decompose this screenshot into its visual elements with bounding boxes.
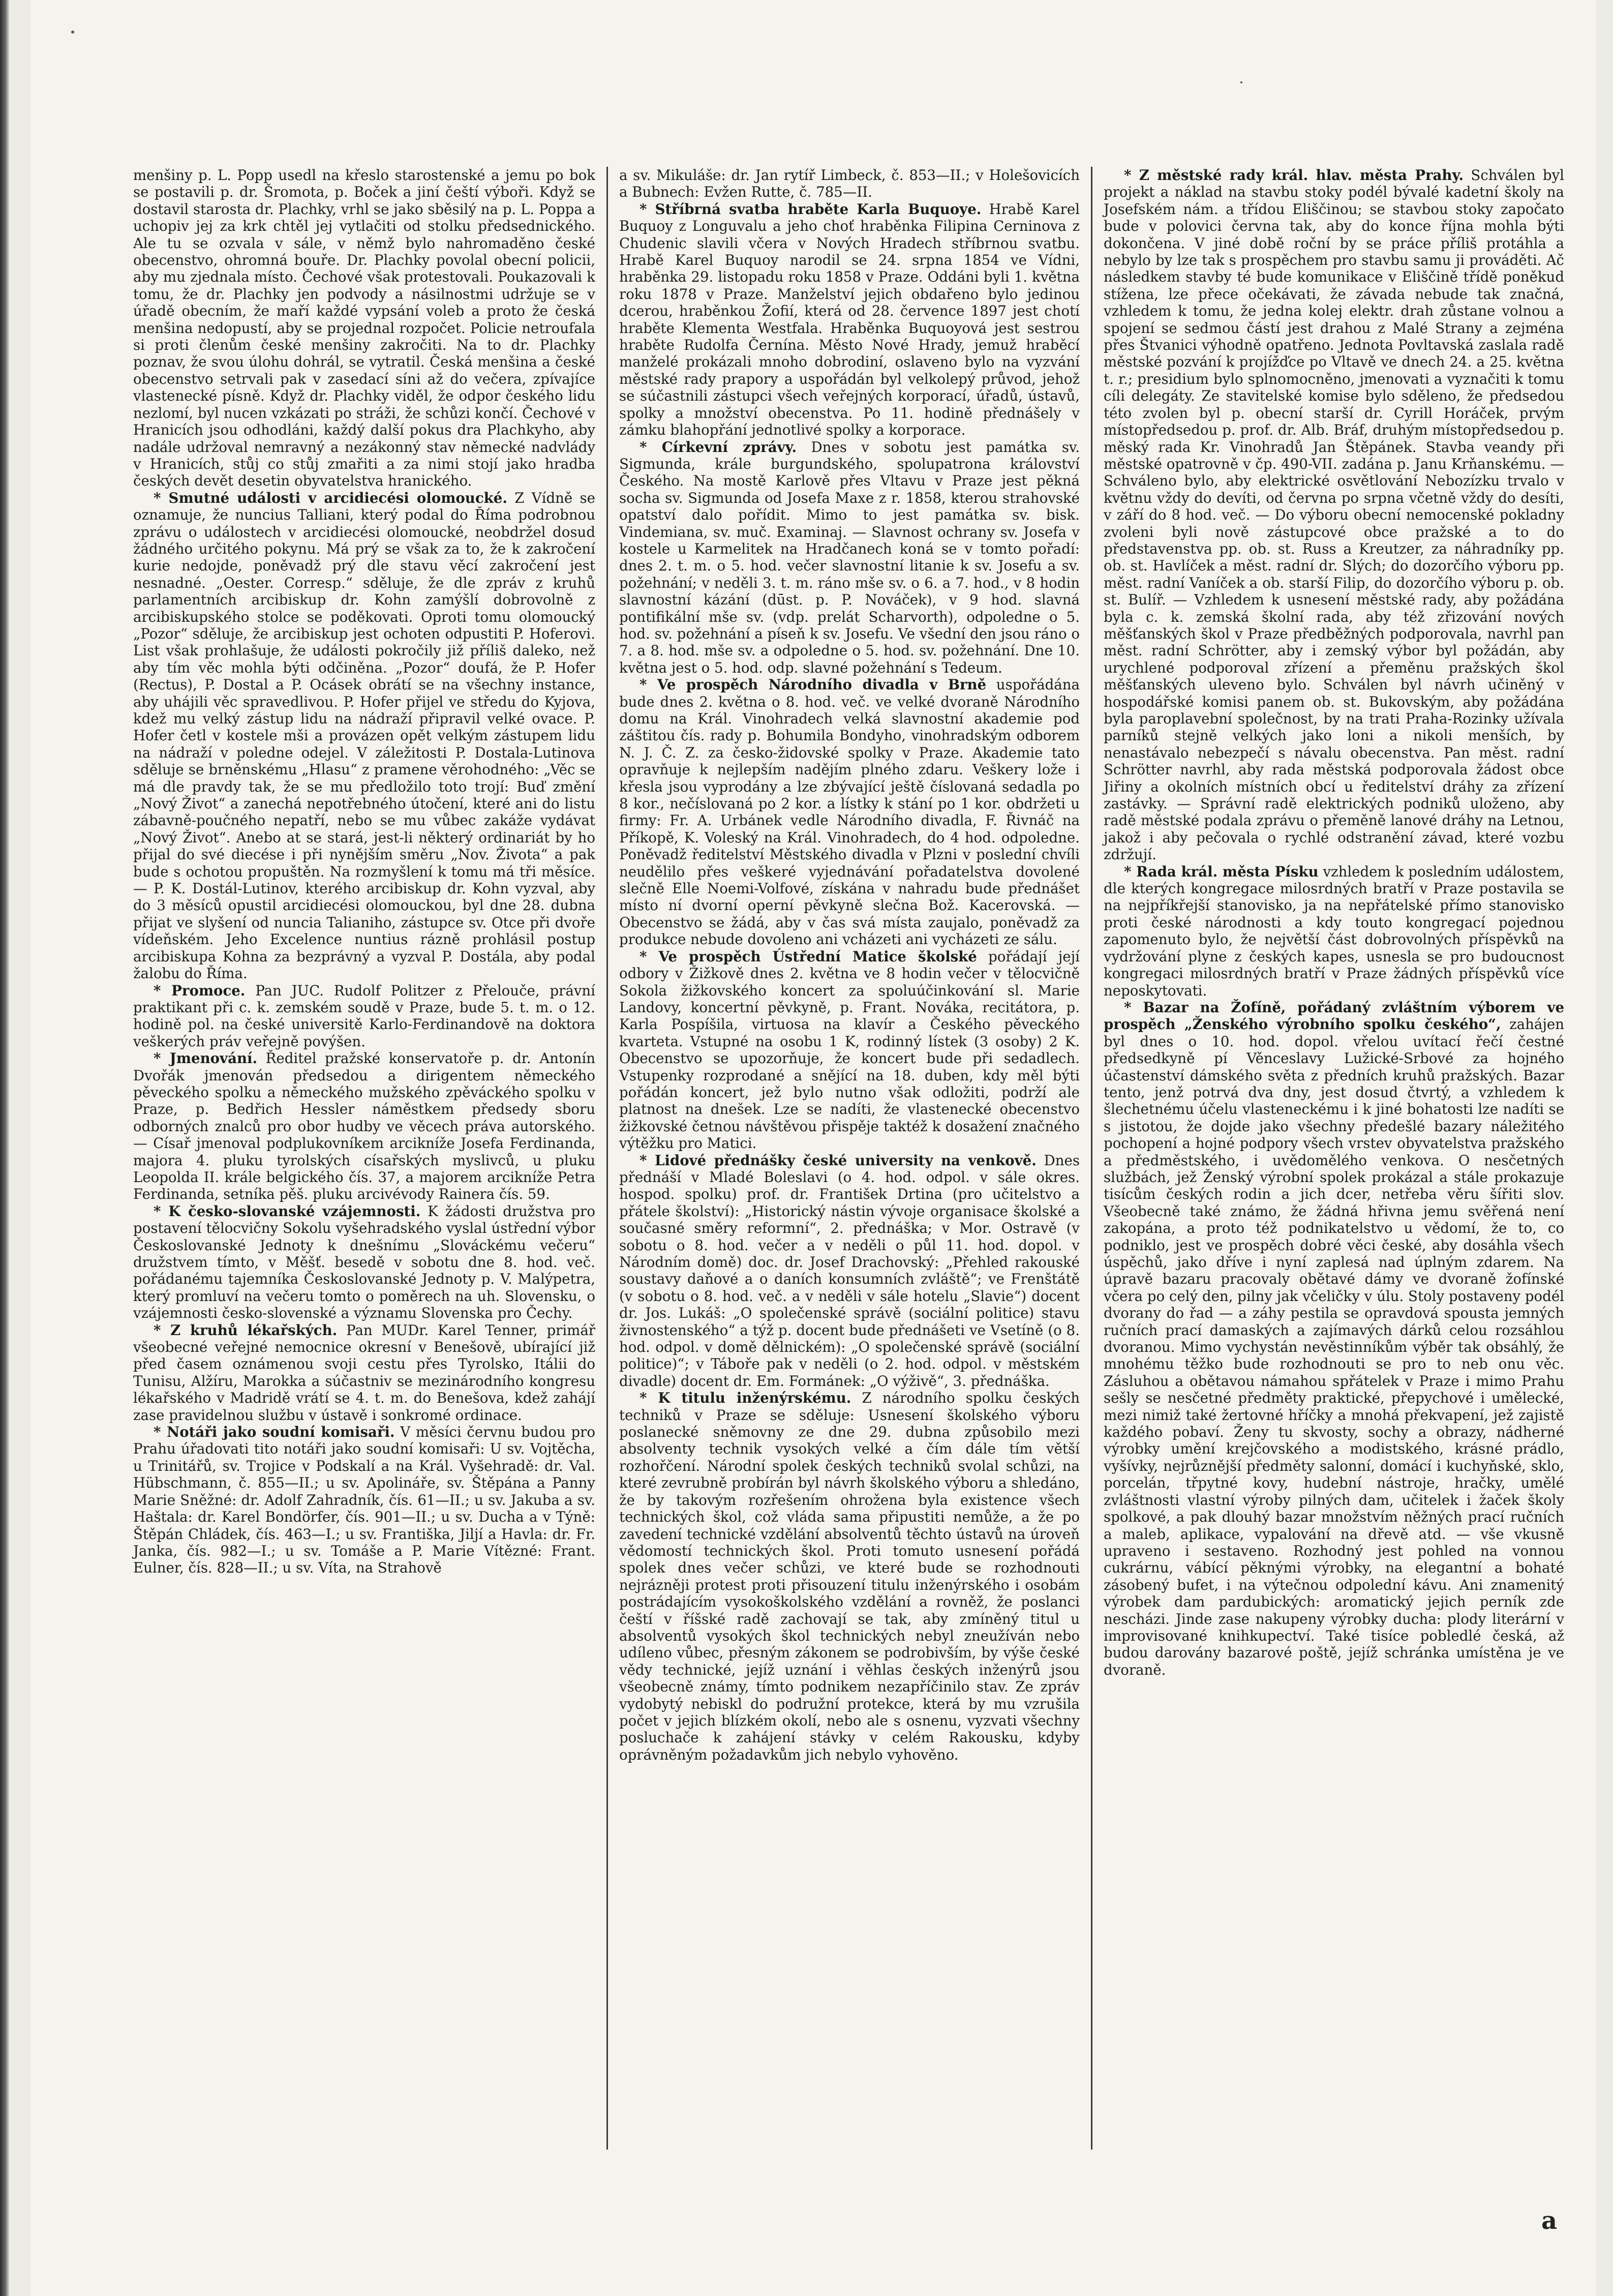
article-text: Hrabě Karel Buquoy z Longuvalu a jeho choť hraběnka Filipina Cerninova z Chudenic slavili včera v Nových Hradech stříbrnou svatbu. Hrabě Karel Buquoy narodil se 24. srpna 1854 ve Vídni, hraběnka 29. listopadu roku 1858 v Praze. Oddáni byli 1. května roku 1878 v Praze. Manželství jejich obdařeno bylo jedinou dcerou, hraběnkou Žofií, která od 28. července 1897 jest chotí hraběte Klementa Westfala. Hraběnka Buquoyová jest sestrou hraběte Rudolfa Černína. Město Nové Hrady, jemuž hraběcí manželé prokázali mnoho dobrodiní, oslaveno bylo na vyzvání městské rady prapory a uspořádán byl velkolepý průvod, jehož se súčastnili zástupci všech veřejných korporací, úřadů, ústavů, spolky a množství obecenstva. Po 11. hodině přednášely v zámku blahopřání jednotlivé spolky a korporace. xyxy=(619,200,1080,439)
article-text: K žádosti družstva pro postavení tělocvičny Sokolu vyšehradského vyslal ústřední výbor Českoslovanské Jednoty k dnešnímu „Slováckému večeru“ družstvem tímto, v Měšť. besedě v sobotu dne 8. hod. več. pořádanému tajemníka Českoslovanské Jednoty p. V. Malýpetra, který promluví na večeru tomto o poměrech na uh. Slovensku, o vzájemnosti česko-slovenské a významu Slovenska pro Čechy. xyxy=(133,1202,595,1322)
column-2 xyxy=(606,167,1091,2150)
article-paragraph xyxy=(133,982,595,1050)
article-paragraph xyxy=(133,1050,595,1203)
article-text: Ředitel pražské konservatoře p. dr. Antonín Dvořák jmenován předsedou a dirigentem německého pěveckého spolku a německého mužského zpěváckého spolku v Praze, p. Bedřich Hessler náměstkem předsedy sboru odborných znalců pro obor hudby ve věcech práva autorského. — Císař jmenoval podplukovníkem arcikníže Josefa Ferdinanda, majora 4. pluku tyrolských císařských myslivců, u pluku Leopolda II. krále belgického čís. 37, a majorem arcikníže Petra Ferdinanda, setníka pěš. pluku arcivévody Rainera čís. 59. xyxy=(133,1050,595,1203)
article-headline: * Ve prospěch Ústřední Matice školské xyxy=(640,948,977,965)
article-text: menšiny p. L. Popp usedl na křeslo starostenské a jemu po bok se postavili p. dr. Šromota, p. Boček a jiní čeští výboři. Když se dostavil starosta dr. Plachky, vrhl se jako sběsilý na p. L. Poppa a uchopiv jej za krk chtěl jej vytlačiti od stolku předsednického. Ale tu se ozvala v sále, v němž bylo nahromaděno české obecenstvo, ohromná bouře. Dr. Plachky povolal obecní policii, aby mu zjednala místo. Čechové však protestovali. Poukazovali k tomu, že dr. Plachky jen podvody a násilnostmi udržuje se v úřadě obecním, že maří každé vypsání voleb a proto že česká menšina nedopustí, aby se projednal rozpočet. Policie netroufala si proti členům české menšiny zakročiti. Na to dr. Plachky poznav, že svou úlohu dohrál, se vytratil. Česká menšina a české obecenstvo setrvali pak v zasedací síni až do večera, zpívajíce vlastenecké písně. Když dr. Plachky viděl, že odpor českého lidu nezlomí, byl nucen vzkázati po stráži, že schůzi končí. Čechové v Hranicích jsou odhodláni, každý další pokus dra Plachkyho, aby nadále udržoval nemravný a nezákonný stav německé nadvlády v Hranicích, stůj co stůj zmařiti a za nimi stojí jako hradba českých devět desetin obyvatelstva hranického. xyxy=(133,167,595,490)
article-text: pořádají její odbory v Žižkově dnes 2. května ve 8 hodin večer v tělocvičně Sokola žižkovského koncert za spoluúčinkování sl. Marie Landovy, koncertní pěvkyně, p. Frant. Nováka, recitátora, p. Karla Pospíšila, virtuosa na klavír a Českého pěveckého kvarteta. Vstupné na osobu 1 K, rodinný lístek (3 osoby) 2 K. Obecenstvo se upozorňuje, že koncert bude při sedadlech. Vstupenky rozprodané a snějící na 18. duben, kdy měl býti pořádán koncert, jež bylo nutno však odložiti, podrží ale platnost na dnešek. Lze se nadíti, že vlastenecké obecenstvo žižkovské četnou návštěvou přispěje taktéž k dosažení značného výtěžku pro Matici. xyxy=(619,948,1080,1152)
article-text: Z Vídně se oznamuje, že nuncius Talliani, který podal do Říma podrobnou zprávu o událostech v arcidiecési olomoucké, neobdržel dosud žádného určitého pokynu. Má prý se však za to, že k zakročení kurie nedojde, poněvadž prý dle stavu věcí zakročení jest nesnadné. „Oester. Corresp.“ sděluje, že dle zpráv z kruhů parlamentních arcibiskup dr. Kohn zamýšlí dobrovolně z arcibiskupského stolce se poděkovati. Oproti tomu olomoucký „Pozor“ sděluje, že arcibiskup jest ochoten odpustiti P. Hoferovi. List však prohlašuje, že události pokročily již příliš daleko, než aby tím věc mohla býti odčiněna. „Pozor“ doufá, že P. Hofer (Rectus), P. Dostal a P. Ocásek obrátí se na všechny instance, aby uhájili věc spravedlivou. P. Hofer přijel ve středu do Kyjova, kdež mu velký zástup lidu na nádraží připravil velké ovace. P. Hofer četl v kostele mši a provázen opět velkým zástupem lidu na nádraží v poledne odejel. V záležitosti P. Dostala-Lutinova sděluje se brněnskému „Hlasu“ z pramene věrohodného: „Věc se má dle pravdy tak, že se mu předložilo toto trojí: Buď změní „Nový Život“ a zanechá nepotřebného útočení, které ani do listu zábavně-poučného nepatří, nebo se mu vůbec zakáže vydávat „Nový Život“. Anebo at se stará, jest-li některý ordinariát by ho přijal do své diecése i při nynějším směru „Nov. Života“ a pak bude s ochotou propuštěn. Na rozmyšlení k tomu má tři měsíce. — P. K. Dostál-Lutinov, kterého arcibiskup dr. Kohn vyzval, aby do 3 měsíců opustil arcidiecési olomouckou, byl dne 28. dubna přijat ve slyšení od nuncia Talianiho, zástupce sv. Otce při dvoře vídeňském. Jeho Excelence nuntius rázně prohlásil postup arcibiskupa Kohna za bezprávný a vyzval P. Dostála, aby podal žalobu do Říma. xyxy=(133,489,595,982)
article-headline: * Stříbrná svatba hraběte Karla Buquoye. xyxy=(640,200,982,218)
article-text: Dnes přednáší v Mladé Boleslavi (o 4. hod. odpol. v sále okres. hospod. spolku) prof. dr. František Drtina (pro učitelstvo a přátele školství): „Historický nástin vývoje organisace školské a současné směry reformní“, 2. přednáška; v Mor. Ostravě (v sobotu o 8. hod. večer a v neděli o půl 11. hod. dopol. v Národním domě) doc. dr. Josef Drachovský: „Přehled rakouské soustavy daňové a o daních konsumních zvláště“; ve Frenštátě (v sobotu o 8. hod. več. a v neděli v sále hotelu „Slavie“) docent dr. Jos. Lukáš: „O společenské správě (sociální politice) stavu živnostenského“ a týž p. docent bude přednášeti ve Vsetíně (o 8. hod. odpol. v domě dělnickém): „O společenské správě (sociální politice)“; v Táboře pak v neděli (o 2. hod. odpol. v městském divadle) docent dr. Em. Formánek: „O výživě“, 3. přednáška. xyxy=(619,1152,1080,1389)
article-paragraph xyxy=(619,167,1080,201)
article-headline: * Promoce. xyxy=(154,982,246,999)
article-columns xyxy=(122,167,1576,2150)
article-headline: * K česko-slovanské vzájemnosti. xyxy=(154,1202,421,1220)
article-text: a sv. Mikuláše: dr. Jan rytíř Limbeck, č. 853—II.; v Holešovicích a Bubnech: Evžen Rutte, č. 785—II. xyxy=(619,167,1080,201)
article-paragraph xyxy=(1104,863,1564,999)
article-text: Dnes v sobotu jest památka sv. Sigmunda, krále burgundského, spolupatrona království Českého. Na mostě Karlově přes Vltavu v Praze jest pěkná socha sv. Sigmunda od Josefa Maxe z r. 1858, kterou strahovské opatství dalo pořídit. Mimo to jest památka sv. bisk. Vindemiana, sv. muč. Examinaj. — Slavnost ochrany sv. Josefa v kostele u Karmelitek na Hradčanech koná se v tomto pořadí: dnes 2. t. m. o 5. hod. večer slavnostní litanie k sv. Josefu a sv. požehnání; v neděli 3. t. m. ráno mše sv. o 6. a 7. hod., v 8 hodin slavnostní kázání (dūst. p. P. Nováček), v 9 hod. slavná pontifikální mše sv. (vdp. prelát Scharvorth), odpoledne o 5. hod. sv. požehnání a píseň k sv. Josefu. Ve všední den jsou ráno o 7. a 8. hod. mše sv. a odpoledne o 5. hod. sv. požehnání. Dne 10. května jest o 5. hod. odp. slavné požehnání s Tedeum. xyxy=(619,438,1080,676)
page-mark: a xyxy=(1541,2207,1558,2235)
article-text: V měsíci červnu budou pro Prahu úřadovati tito notáři jako soudní komisaři: U sv. Vojtěcha, u Trinitářů, sv. Trojice v Podskalí a na Král. Vyšehradě: dr. Val. Hübschmann, č. 855—II.; u sv. Apolináře, sv. Štěpána a Panny Marie Sněžné: dr. Adolf Zahradník, čís. 61—II.; u sv. Jakuba a sv. Haštala: dr. Karel Bondörfer, čís. 901—II.; u sv. Ducha a v Týně: Štěpán Chládek, čís. 463—I.; u sv. Františka, Jiljí a Havla: dr. Fr. Janka, čís. 982—I.; u sv. Tomáše a P. Marie Vítězné: Frant. Eulner, čís. 828—II.; u sv. Víta, na Strahově xyxy=(133,1424,595,1577)
article-text: zahájen byl dnes o 10. hod. dopol. vřelou uvítací řečí čestné předsedkyně pí Věnceslavy Lužické-Srbové za hojného účastenství dámského světa z předních kruhů pražských. Bazar tento, jenž potrvá dva dny, jest dosud čtvrtý, a vzhledem k šlechetnému účelu vlasteneckému i k jiné bohatosti lze nadíti se s jistotou, že dojde jako všechny předešlé bazary náležitého pochopení a hojné podpory všech vrstev obyvatelstva pražského a předměstského, i uvědomělého venkova. O nesčetných službách, jež Ženský výrobní spolek prokázal a stále prokazuje tisícům českých rodin a jich dcer, netřeba věru šířiti slov. Všeobecně také známo, že žádná hřivna jemu svěřená není zakopána, a proto též podnikatelstvo u vědomí, že to, co podniklo, jest ve prospěch dobré věci české, aby dosáhla všech úspěchů, jako dříve i nyní zaplesá nad úplným zdarem. Na úpravě bazaru pracovaly obětavé dámy ve dvoraně žofínské včera po celý den, pilny jak včeličky v úlu. Stoly postaveny podél dvorany do řad — a záhy pestila se opravdová spousta jemných ručních prací damaských a zajímavých dárků celou rozsáhlou dvoranou. Mimo vychystán nevěstinníkům výběr tak obsáhlý, že mnohému těžko bude rozhodnouti se pro to neb onu věc. Zásluhou a obětavou námahou spřátelek v Praze i mimo Prahu sešly se nesčetné předměty praktické, přepychové i umělecké, mezi nimiž také žertovné hříčky a mnohá překvapení, jež zajistě každého pobaví. Ženy tu skvosty, sochy a obrazy, nádherné výrobky umění krejčovského a modistského, krásné prádlo, vyšívky, nejrůznější předměty salonní, domácí i kuchyňské, sklo, porcelán, třpytné kovy, hudební nástroje, hračky, umělé zvláštnosti vlastní výroby pilných dam, učitelek i žaček školy spolkové, a pak dlouhý bazar množstvím něžných prací ručních a maleb, aplikace, vypalování na dřevě atd. — vše vkusně upraveno i sestaveno. Rozhodný jest pohled na vonnou cukrárnu, vábící pěknými výrobky, na elegantní a bohaté zásobený bufet, i na výtečnou odpolední kávu. Ani znamenitý výrobek dam pardubických: aromatický jejich perník zde nescházi. Jinde zase nakupeny výrobky ducha: plody literární v improvisované knihkupectví. Také tisíce pobledlé česká, až budou darovány bazarové poště, jejíž schránka umístěna je ve dvoraně. xyxy=(1104,1016,1564,1678)
article-headline: * Církevní zprávy. xyxy=(640,438,797,456)
column-1 xyxy=(122,167,606,2150)
scan-speck xyxy=(71,31,74,34)
article-text: uspořádána bude dnes 2. května o 8. hod. več. ve velké dvoraně Národního domu na Král. Vinohradech velká slavnostní akademie pod záštitou čís. rady p. Bohumila Bondyho, vinohradským odborem N. J. Č. Z. za česko-židovské spolky v Praze. Akademie tato opravňuje k nejlepším nadějím plného zdaru. Veškery lože i křesla jsou vyprodány a lze zbývající ještě číslovaná sedadla po 8 kor., nečíslovaná po 2 kor. a lístky k stání po 1 kor. obdržeti u firmy: Fr. A. Urbánek vedle Národního divadla, F. Řivnáč na Příkopě, K. Voleský na Král. Vinohradech, do 4 hod. odpoledne. Poněvadž ředitelství Městského divadla v Plzni v poslední chvíli neudělilo přes veškeré vyjednávání pořadatelstva dovolené slečně Elle Noemi-Volfové, získána v nahradu bude přednášet místo ní dvorní operní pěvkyně slečna Bož. Kacerovská. — Obecenstvo se žádá, aby v čas svá místa zaujalo, poněvadž za produkce nebude dovoleno ani vcházeti ani vycházeti ze sálu. xyxy=(619,676,1080,948)
article-headline: * Lidové přednášky české university na venkově. xyxy=(640,1152,1037,1169)
article-text: Z národního spolku českých techniků v Praze se sděluje: Usnesení školského výboru poslanecké sněmovny ze dne 29. dubna způsobilo mezi absolventy technik vysokých velké a čím dále tím větší rozhořčení. Národní spolek českých techniků svolal schůzi, na které zevrubně probírán byl návrh školského výboru a shledáno, že by takovým rozřešením ohrožena byla existence všech technických škol, což vláda sama připustiti nemůže, a že po zavedení technické vzdělání absolventů těchto ústavů na úroveň vědomostí technických škol. Proti tomuto usnesení pořádá spolek dnes večer schůzi, ve které bude se rozhodnouti nejrázněji protest proti přisouzení titulu inženýrského i osobám postrádajícím vysokoškolského vzdělání a rovněž, že poslanci čeští v říšské radě zachovají se tak, aby zmíněný titul u absolventů vysokých škol technických nebyl zneužíván nebo udíleno vůbec, přesným zákonem se podrobivším, by výše české vědy technické, jejíž uznání i věhlas českých inženýrů jsou všeobecně známy, tímto podnikem nezapříčinilo stav. Ze zpráv vydobytý nebiskl do podružní protekce, která by mu vzrušila počet v jejich blízkém okolí, nebo ale s osnenu, vyzvati všechny posluchače k zahájení stávky v celém Rakousku, kdyby oprávněným požadavkům jich nebylo vyhověno. xyxy=(619,1389,1080,1763)
article-paragraph xyxy=(133,1424,595,1577)
article-headline: * Jmenování. xyxy=(154,1050,258,1067)
article-paragraph xyxy=(1104,167,1564,863)
article-headline: * Z městské rady král. hlav. města Prahy. xyxy=(1124,167,1464,184)
article-text: Pan MUDr. Karel Tenner, primář všeobecné veřejné nemocnice okresní v Benešově, ubírající již před časem oznámenou svoji cestu přes Tyrolsko, Itálii do Tunisu, Alžíru, Marokka a súčastniv se mezinárodního kongresu lékařského v Madridě vrátí se 4. t. m. do Benešova, kdež zahájí zase pravidelnou službu v ústavě i sonkromé ordinace. xyxy=(133,1321,595,1424)
article-paragraph xyxy=(619,676,1080,948)
article-headline: * Rada král. města Písku xyxy=(1124,863,1319,880)
article-headline: * Bazar na Žofíně, pořádaný zvláštním výborem ve prospěch „Ženského výrobního spolku českého“, xyxy=(1104,999,1564,1033)
article-headline: * Smutné události v arcidiecési olomoucké. xyxy=(154,489,507,506)
article-paragraph xyxy=(1104,999,1564,1678)
article-headline: * K titulu inženýrskému. xyxy=(640,1389,851,1407)
scan-edge xyxy=(0,0,9,2296)
article-paragraph xyxy=(619,439,1080,677)
scan-speck xyxy=(1240,81,1242,83)
column-3 xyxy=(1091,167,1575,2150)
article-paragraph xyxy=(619,1389,1080,1763)
article-headline: * Notáři jako soudní komisaři. xyxy=(154,1424,395,1441)
article-paragraph xyxy=(133,1322,595,1424)
article-paragraph xyxy=(619,1152,1080,1390)
article-paragraph xyxy=(619,201,1080,439)
article-paragraph xyxy=(133,490,595,982)
article-paragraph xyxy=(133,1203,595,1322)
article-text: Schválen byl projekt a náklad na stavbu stoky podél bývalé kadetní školy na Josefském nám. a třídou Eliščinou; se stavbou stoky započato bude v polovici června tak, aby do konce října mohla býti dokončena. V jiné době roční by se práce příliš protáhla a nebylo by lze tak s prospěchem pro stavbu samu ji prováděti. Ač následkem stavby té bude komunikace v Eliščině třídě poněkud stížena, lze přece očekávati, že závada nebude tak značná, vzhledem k tomu, že jedna kolej elektr. drah zůstane volnou a spojení se sedmou částí jest drahou z Malé Strany a zejména přes Štvanici výhodně opatřeno. Jednota Povltavská zaslala radě městské pozvání k projížďce po Vltavě ve dnech 24. a 25. května t. r.; presidium bylo splnomocněno, jmenovati a vyznačiti k tomu cíli delegáty. Ze stavitelské komise bylo sděleno, že předsedou této zvolen byl p. obecní starší dr. Cyrill Horáček, prvým místopředsedou p. prof. dr. Alb. Bráf, druhým místopředsedou p. měský rada Kr. Vinohradů Jan Štěpánek. Stavba veandy při městské opatrovně v čp. 490-VII. zadána p. Janu Krňanskému. — Schváleno bylo, aby elektrické osvětlování Nebozízku trvalo v květnu vždy do devíti, od června po srpna včetně vždy do desíti, v září do 8 hod. več. — Do výboru obecní nemocenské pokladny zvoleni byli nově zástupcové obce pražské a to do představenstva pp. ob. st. Russ a Kreutzer, za náhradníky pp. ob. st. Havlíček a měst. radní dr. Slých; do dozorčího výboru pp. měst. radní Vaníček a ob. starší Filip, do dozorčího výboru p. ob. st. Bulíř. — Vzhledem k usnesení městské rady, aby požádána byla c. k. zemská školní rada, aby též zřizování nových měšťanských škol v Praze předběžných podporovala, navrhl pan měst. radní Schrötter, aby i zemský výbor byl požádán, aby urychlené podporoval zřízení a přeměnu pražských škol měšťanských uleveno bylo. Schválen byl návrh učiněný v hospodářské komisi panem ob. st. Bukovským, aby požádána byla paroplavební společnost, by na trati Praha-Rozinky užívala parníků stejně velkých jako loni a nikoli menších, by nenastávalo nebezpečí s návalu obecenstva. Pan měst. radní Schrötter navrhl, aby rada městská podporovala žádost obce Jiřiny a okolních místních obcí u ředitelství dráhy za zřízení zastávky. — Správní radě elektrických podniků uloženo, aby radě městské podala zprávu o přeměně lanové dráhy na Letnou, jakož i aby pečovala o rychlé odstranění závad, které vozbu zdržují. xyxy=(1104,167,1564,863)
article-paragraph xyxy=(619,948,1080,1152)
article-headline: * Z kruhů lékařských. xyxy=(154,1321,338,1339)
article-text: Pan JUC. Rudolf Politzer z Přelouče, právní praktikant při c. k. zemském soudě v Praze, bude 5. t. m. o 12. hodině pol. na české universitě Karlo-Ferdinandově na doktora veškerých práv veřejně povýšen. xyxy=(133,982,595,1050)
article-headline: * Ve prospěch Národního divadla v Brně xyxy=(640,676,987,693)
article-paragraph xyxy=(133,167,595,490)
article-text: vzhledem k posledním událostem, dle kterých kongregace milosrdných bratří v Praze postavila se na nejpříkřejší stanovisko, ja na nepřátelské přímo stanovisko proti české národnosti a kdy touto kongregací pojednou zapomenuto bylo, že největší část dobrovolných příspěvků na vydržování plyne z českých kapes, usnesla se pro budoucnost kongregaci milosrdných bratří v Praze žádných příspěvků více neposkytovati. xyxy=(1104,863,1564,999)
